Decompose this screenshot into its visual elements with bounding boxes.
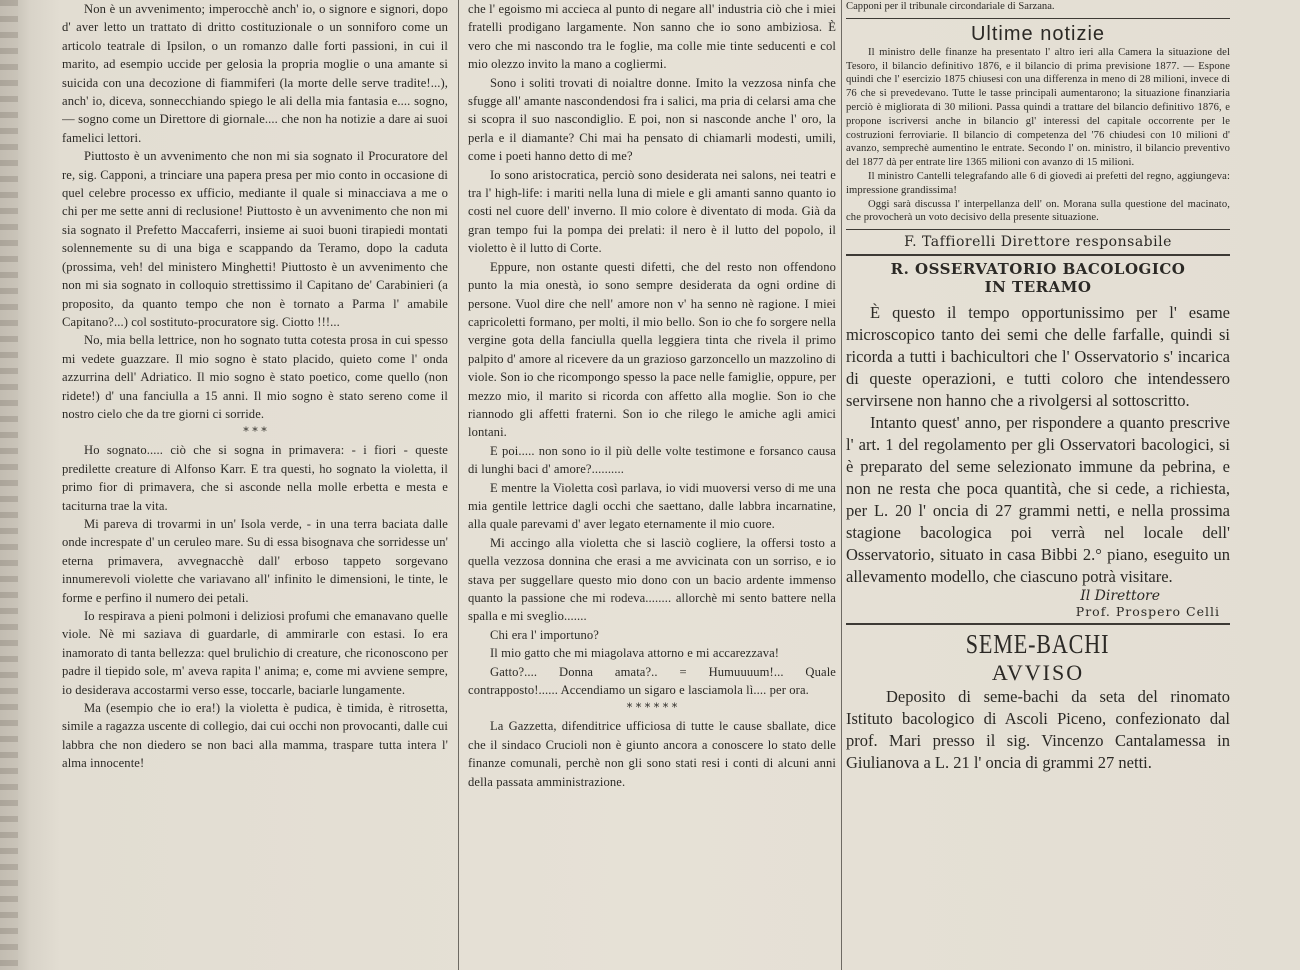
section-stars: * * * bbox=[243, 425, 267, 439]
col2-paragraph: Gatto?.... Donna amata?.. = Humuuuum!... Quale contrapposto!...... Accendiamo un sigaro e lasciamola lì.... per ora. bbox=[468, 664, 836, 698]
column-rule-2 bbox=[841, 0, 842, 970]
editor-line: F. Taffiorelli Direttore responsabile bbox=[904, 234, 1172, 251]
observatory-subtitle: IN TERAMO bbox=[984, 278, 1092, 297]
column-1 bbox=[62, 0, 448, 970]
observatory-signature-name: Prof. Prospero Celli bbox=[1075, 604, 1220, 620]
observatory-paragraph: È questo il tempo opportunissimo per l' esame microscopico tanto dei semi che delle farfalle, quindi si ricorda a tutti i bachicultori che l' Osservatorio s' incarica di queste operazioni, e tutti coloro che intendessero servirsene non hanno che a rivolgersi al sottoscritto. bbox=[846, 303, 1230, 411]
col2-paragraph: Chi era l' importuno? bbox=[490, 627, 599, 642]
col2-paragraph: Sono i soliti trovati di noialtre donne. Imito la vezzosa ninfa che sfugge all' amante nascondendosi fra i salici, ma pria di celarsi ama che si scopra il suo nascondiglio. E poi, non si nasconde anche l' oro, la perla e il diamante? Chi mai ha pensato di chiamarli modesti, umili, come i poeti hanno detto di me? bbox=[468, 75, 836, 164]
col2-paragraph: La Gazzetta, difenditrice ufficiosa di tutte le cause sballate, dice che il sindaco Crucioli non è giunto ancora a conoscere lo stato delle finanze comunali, perchè non gli sono stati resi i conti di alcuni anni della passata amministrazione. bbox=[468, 719, 836, 789]
col1-paragraph: Io respirava a pieni polmoni i deliziosi profumi che emanavano quelle viole. Nè mi saziava di guardarle, di ammirarle con estasi. Io era inamorato di tanta bellezza: quel brulichio di creature, che riconoscono per padre il tiepido sole, m' aveva rapita l' anima; e, come mi avviene sempre, io desiderava accostarmi verso esse, toccarle, baciarle lungamente. bbox=[62, 609, 448, 697]
column-3 bbox=[846, 0, 1230, 970]
col2-paragraph: E poi..... non sono io il più delle volte testimone e forsanco causa di lunghi baci d' amore?.......... bbox=[468, 443, 836, 477]
seme-bachi-text: Deposito di seme-bachi da seta del rinomato Istituto bacologico di Ascoli Piceno, confezionato dal prof. Mari presso il sig. Vincenzo Cantalamessa in Giulianova a L. 21 l' oncia di grammi 27 netti. bbox=[846, 687, 1230, 773]
column-2 bbox=[468, 0, 836, 970]
col2-paragraph: Mi accingo alla violetta che si lasciò cogliere, la offersi tosto a quella vezzosa donnina che erasi a me avvicinata con un sorriso, e io stava per suggellare questo mio dono con un bacio ardente immenso quanto la passione che mi rodeva........ allorchè mi sento battere nella spalla e mi sveglio....... bbox=[468, 535, 836, 624]
col2-paragraph: che l' egoismo mi accieca al punto di negare all' industria ciò che i miei fratelli prodigano largamente. Non sanno che io sono ambiziosa. È vero che mi nascondo tra le foglie, ma colle mie tinte seducenti e col mio olezzo invito la mano a cogliermi. bbox=[468, 2, 836, 72]
col1-paragraph: Mi pareva di trovarmi in un' Isola verde, - in una terra baciata dalle onde increspate d' un ceruleo mare. Su di essa bisognava che sorridesse un' eterna primavera, avvegnacchè dall' erboso tappeto sorgevano innumerevoli violette che variavano all' infinito le dimensioni, le tinte, le forme e perfino il numero dei petali. bbox=[62, 516, 448, 605]
divider bbox=[846, 254, 1230, 256]
news-paragraph: Oggi sarà discussa l' interpellanza dell' on. Morana sulla questione del macinato, che provocherà un voto decisivo della presente situazione. bbox=[846, 198, 1230, 224]
page-binding-edge bbox=[0, 0, 18, 970]
top-fragment: Capponi per il tribunale circondariale di Sarzana. bbox=[846, 1, 1055, 12]
col1-paragraph: Ma (esempio che io era!) la violetta è pudica, è timida, è ritrosetta, simile a ragazza uscente di collegio, dai cui occhi non provocanti, dalle cui labbra che non diedero se non baci alla mamma, traspare tutta intera l' alma innocente! bbox=[62, 701, 448, 771]
col1-paragraph: Non è un avvenimento; imperocchè anch' io, o signore e signori, dopo d' aver letto un trattato di dritto costituzionale o un sonniforo come un articolo teatrale di Ipsilon, o un romanzo dalle forti passioni, in cui il marito, ad esempio uccide per gelosia la propria moglie o una amante si suicida con una decozione di fiammiferi (la morte delle serve tradite!...), anch' io, diceva, sonnecchiando spiego le ali della mia fantasia e.... sogno, — sogno come un Direttore di giornale.... che non ha notizie a dare ai suoi famelici lettori. bbox=[62, 2, 448, 145]
news-title: Ultime notizie bbox=[970, 22, 1106, 45]
divider bbox=[846, 18, 1230, 19]
col2-paragraph: Il mio gatto che mi miagolava attorno e mi accarezzava! bbox=[490, 646, 780, 661]
col1-paragraph: Ho sognato..... ciò che si sogna in primavera: - i fiori - queste predilette creature di Alfonso Karr. E tra questi, ho sognato la violetta, il primo fior di primavera, che si asconde nella molle erbetta e mesta e taciturna trae la vita. bbox=[62, 443, 448, 513]
col2-paragraph: E mentre la Violetta così parlava, io vidi muoversi verso di me una mia gentile lettrice dagli occhi che saettano, dalle labbra incarnatine, alla quale parevami d' aver legato eternamente il mio cuore. bbox=[468, 480, 836, 532]
col1-paragraph: Piuttosto è un avvenimento che non mi sia sognato il Procuratore del re, sig. Capponi, a trinciare una papera presa per mio conto in occasione di quel celebre processo ex ufficio, mediante il quale si minacciava a me o chi per me sette anni di reclusione! Piuttosto è un avvenimento che non mi sia sognato il Prefetto Maccaferri, insieme ai suoi buoni tirapiedi montati solennemente su di una biga e scappando da Teramo, dopo la caduta (prossima, veh! del ministero Minghetti! Piuttosto è un avvenimento che non mi sia sognato in colloquio strettissimo il Capitano de' Carabinieri (a proposito, da quanto tempo che non è tornato a Parma l' amabile Capitano?...) col sostituto-procuratore sig. Ciotto !!!... bbox=[62, 149, 448, 329]
observatory-signature-title: Il Direttore bbox=[1080, 588, 1160, 605]
column-rule-1 bbox=[458, 0, 459, 970]
col2-paragraph: Eppure, non ostante questi difetti, che del resto non offendono punto la mia onestà, io sono sempre desiderata da ogni ordine di persone. Vuol dire che nell' amore non v' ha senno nè ragione. I miei capricoletti formano, per molti, il mio bello. Son io che fo sorgere nella vergine gota della fanciulla quella leggiera tinta che rivela il primo palpito d' amore al ricevere da un grazioso garzoncello un mazzolino di viole. Son io che ricompongo spesso la pace nelle famiglie, oppure, per mezzo mio, il marito si ricorda con affetto alla moglie. Son io che riannodo gli affetti fraterni. Son io che rilego le amiche agli amici lontani. bbox=[468, 259, 836, 440]
section-stars: * * * * * * bbox=[626, 701, 678, 715]
news-paragraph: Il ministro Cantelli telegrafando alle 6 di giovedì ai prefetti del regno, aggiungeva: impressione grandissima! bbox=[846, 170, 1230, 196]
col1-paragraph: No, mia bella lettrice, non ho sognato tutta cotesta prosa in cui spesso mi vedete guazzare. Il mio sogno è stato placido, quieto come l' onda azzurrina dell' Adriatico. Il mio sogno è stato poetico, come quello (non ridete!) d' una fanciulla a 15 anni. Il mio sogno è stato sereno come il nostro cielo che da tre giorni ci sorride. bbox=[62, 333, 448, 421]
seme-bachi-title: SEME-BACHI bbox=[966, 629, 1110, 660]
observatory-paragraph: Intanto quest' anno, per rispondere a quanto prescrive l' art. 1 del regolamento per gli Osservatori bacologici, si è preparato del seme selezionato immune da pebrina, e non ne resta che poca quantità, che si cede, a richiesta, per L. 20 l' oncia di 27 grammi netti, e nella prossima stagione bacologica poi verrà nel locale dell' Osservatorio, situato in casa Bibbi 2.° piano, eseguito un allevamento modello, che ciascuno potrà visitare. bbox=[846, 413, 1230, 587]
seme-bachi-subtitle: AVVISO bbox=[991, 660, 1085, 686]
divider bbox=[846, 229, 1230, 230]
news-paragraph: Il ministro delle finanze ha presentato l' altro ieri alla Camera la situazione del Tesoro, il bilancio definitivo 1876, e il bilancio di prima previsione 1877. — Espone quindi che l' esercizio 1875 chiusesi con una differenza in meno di 28 milioni, invece di 76 che si prevedevano. Tutte le tasse principali aumentarono; la situazione finanziaria perciò è migliorata di 30 milioni. Passa quindi a trattare del bilancio definitivo 1876, e propone iscriversi anche in bilancio gl' interessi del capitale occorrente per le costruzioni ferroviarie. Il bilancio di competenza del '76 chiudesi con 10 milioni d' avanzo, semprechè aumentino le entrate. Secondo l' on. ministro, il bilancio preventivo del 1877 dà per entrate lire 1365 milioni con avanzo di 15 milioni. bbox=[846, 46, 1230, 169]
observatory-title: R. OSSERVATORIO BACOLOGICO bbox=[890, 260, 1186, 279]
divider bbox=[846, 623, 1230, 625]
col2-paragraph: Io sono aristocratica, perciò sono desiderata nei salons, nei teatri e tra l' high-life: i mariti nella luna di miele e gli amanti sanno quanto io costi nel cuore dell' inverno. Il mio colore è diventato di moda. Già da gran tempo fui la pompa dei prelati: il nero è il lutto del popolo, il violetto è il lutto di Corte. bbox=[468, 167, 836, 256]
